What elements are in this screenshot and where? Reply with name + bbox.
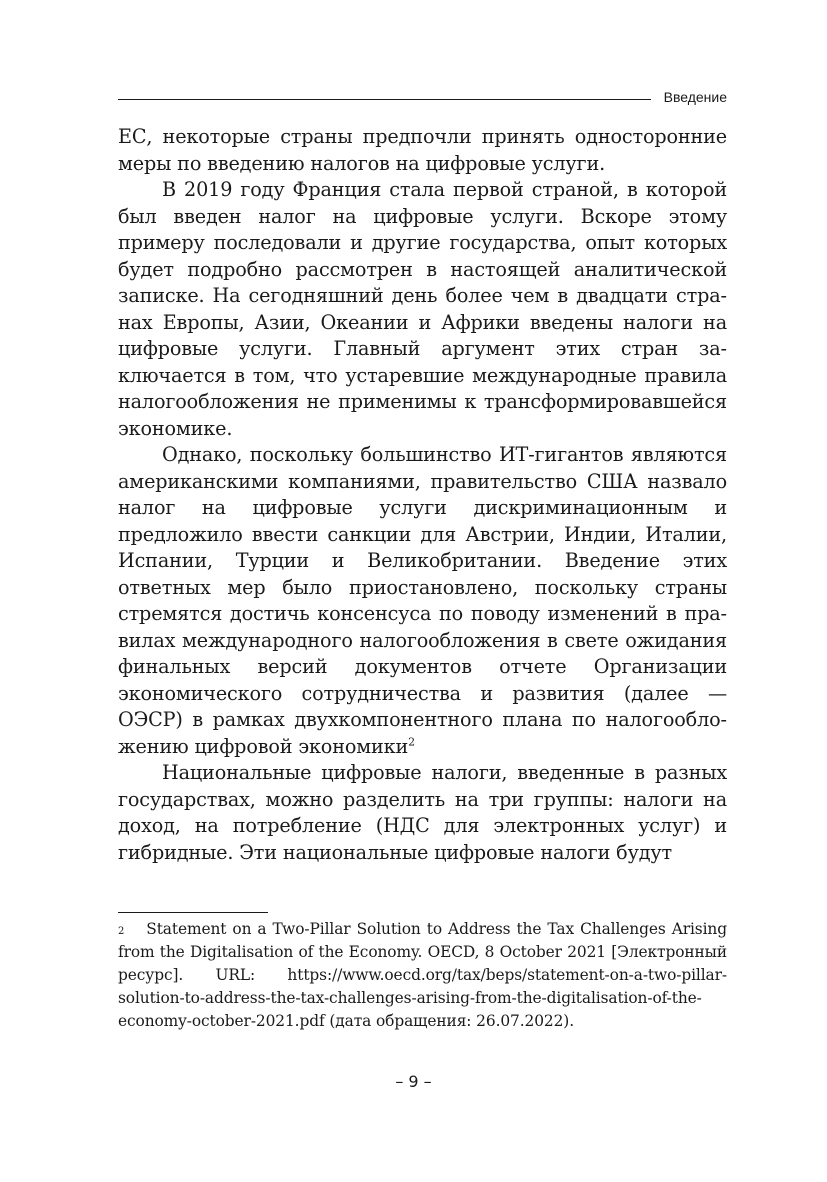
paragraph-text: Однако, поскольку большинство ИТ-гигантов являются американскими компаниями, правительство США назвало налог на цифровые услуги дискриминационным и предложило ввести санкции для Австрии, Индии, Италии, Испании, Турции и Великобритании. Введение этих ответных мер было приостановлено, поскольку страны стремятся достичь консенсуса по поводу изменений в правилах международного налогообложения в свете ожидания финальных версий документов отчете Организации экономического сотрудничества и развития (далее — ОЭСР) в рамках двухкомпонентного плана по налогообложению цифровой экономики [118, 443, 727, 758]
paragraph-continuation: ЕС, некоторые страны предпочли принять односторонние меры по введению налогов на цифровые услуги. [118, 125, 727, 175]
footnote-reference[interactable]: 2 [408, 735, 415, 749]
paragraph: В 2019 году Франция стала первой страной, в которой был введен налог на цифровые услуги. Вскоре этому примеру последовали и другие государства, опыт которых будет подробно рассмотрен в настоящей аналитической записке. На сегодняшний день более чем в двадцати странах Европы, Азии, Океании и Африки введены налоги на цифровые услуги. Главный аргумент этих стран заключается в том, что устаревшие международные правила налогообложения не применимы к трансформировавшейся экономике. [118, 178, 727, 440]
paragraph: Национальные цифровые налоги, введенные в разных государствах, можно разделить на три группы: налоги на доход, на потребление (НДС для электронных услуг) и гибридные. Эти национальные цифровые налоги будут [118, 761, 727, 864]
body-text [118, 124, 727, 866]
footnote-rule [118, 912, 268, 913]
paragraph [118, 442, 727, 760]
running-title: Введение [663, 89, 727, 105]
header-rule [118, 99, 651, 100]
footnote-text: Statement on a Two-Pillar Solution to Address the Tax Challenges Arising from the Digitalisation of the Economy. OECD, 8 October 2021 [Электронный ресурс]. URL: https://www.oecd.org/tax/beps/statement-on-a-two-pillar-solution-to-address-the-tax-challenges-arising-from-the-digitalisation-of-the-economy-october-2021.pdf (дата обращения: 26.07.2022). [118, 920, 727, 1030]
footnote-number: 2 [118, 926, 125, 937]
footnote [118, 918, 727, 1033]
page-number: – 9 – [395, 1072, 432, 1091]
